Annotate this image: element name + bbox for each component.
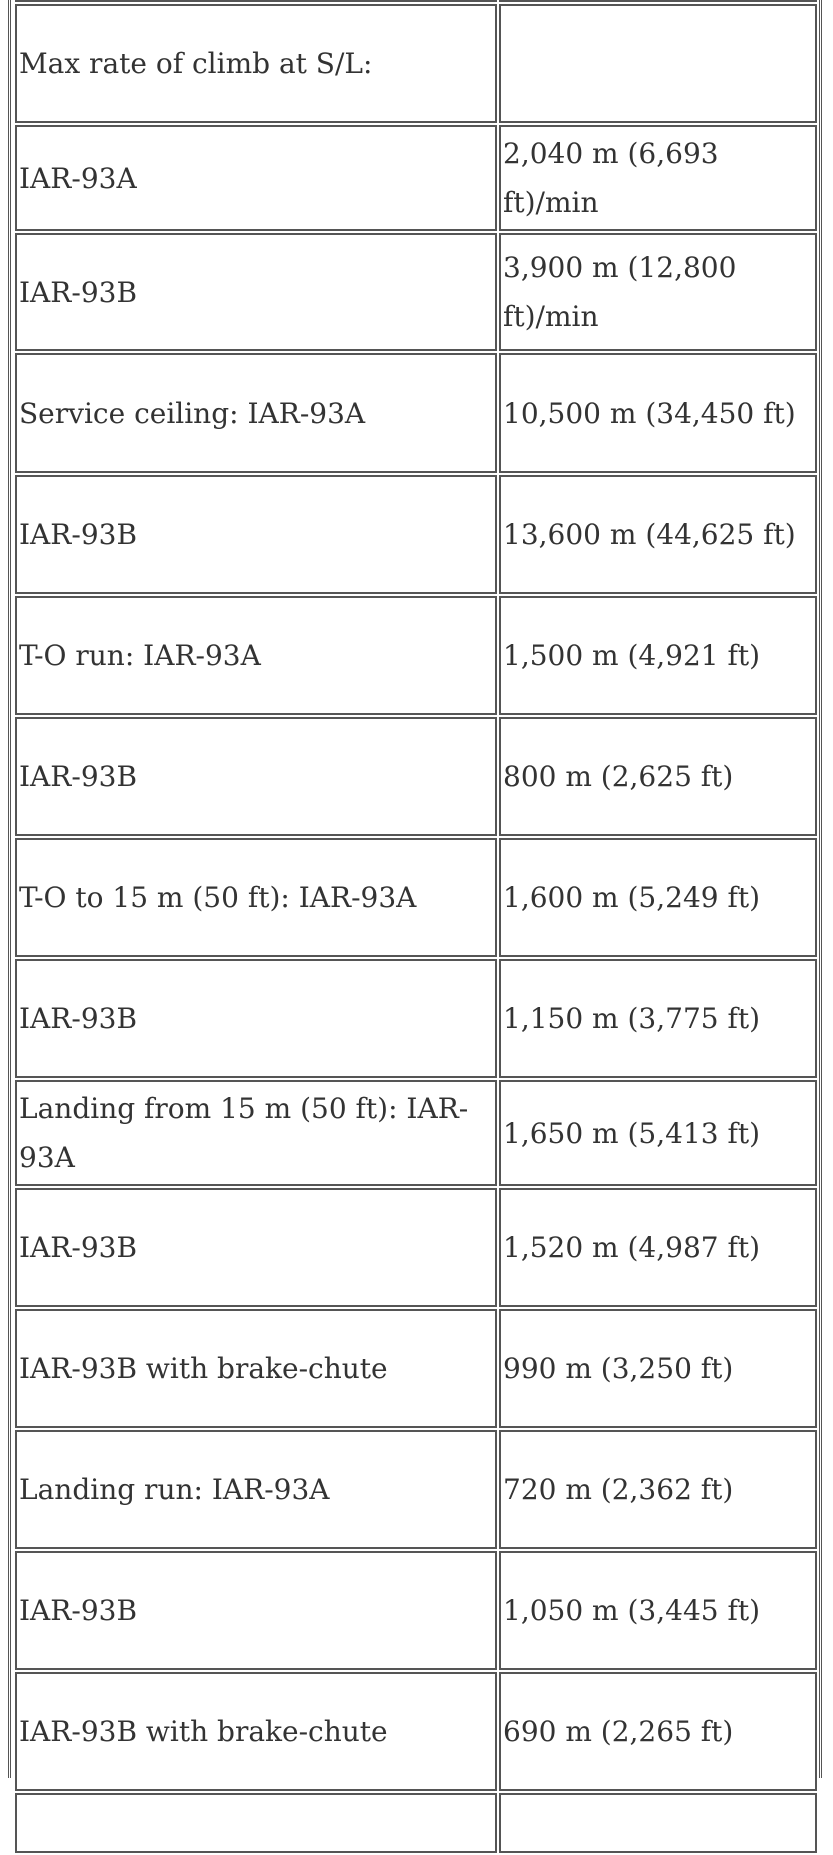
row-value bbox=[499, 0, 817, 2]
table-row bbox=[15, 1188, 817, 1307]
row-value bbox=[499, 4, 817, 123]
row-label: IAR-93B with brake-chute bbox=[15, 1672, 497, 1791]
table-row bbox=[15, 596, 817, 715]
table-row bbox=[15, 717, 817, 836]
row-label: Max rate of climb at S/L: bbox=[15, 4, 497, 123]
row-label: Landing from 15 m (50 ft): IAR-93A bbox=[15, 1080, 497, 1186]
performance-table bbox=[13, 0, 819, 1855]
row-label: IAR-93A bbox=[15, 125, 497, 231]
table-row bbox=[15, 353, 817, 473]
row-value: 2,040 m (6,693 ft)/min bbox=[499, 125, 817, 231]
row-value: 1,520 m (4,987 ft) bbox=[499, 1188, 817, 1307]
row-label: Landing run: IAR-93A bbox=[15, 1430, 497, 1549]
row-value: 690 m (2,265 ft) bbox=[499, 1672, 817, 1791]
row-label: Service ceiling: IAR-93A bbox=[15, 353, 497, 473]
row-label bbox=[15, 0, 497, 2]
table-row bbox=[15, 1551, 817, 1670]
row-value: 3,900 m (12,800 ft)/min bbox=[499, 233, 817, 351]
row-value: 1,600 m (5,249 ft) bbox=[499, 838, 817, 957]
row-value: 1,650 m (5,413 ft) bbox=[499, 1080, 817, 1186]
row-label: IAR-93B with brake-chute bbox=[15, 1309, 497, 1428]
table-row bbox=[15, 1793, 817, 1853]
row-label: IAR-93B bbox=[15, 1551, 497, 1670]
row-label: IAR-93B bbox=[15, 475, 497, 594]
row-value: 1,500 m (4,921 ft) bbox=[499, 596, 817, 715]
row-label: IAR-93B bbox=[15, 717, 497, 836]
table-row bbox=[15, 1309, 817, 1428]
table-row bbox=[15, 1672, 817, 1791]
table-row bbox=[15, 1080, 817, 1186]
table-row bbox=[15, 233, 817, 351]
table-row bbox=[15, 959, 817, 1078]
row-label: IAR-93B bbox=[15, 959, 497, 1078]
row-value: 1,050 m (3,445 ft) bbox=[499, 1551, 817, 1670]
row-value: 990 m (3,250 ft) bbox=[499, 1309, 817, 1428]
table-row bbox=[15, 125, 817, 231]
row-value: 10,500 m (34,450 ft) bbox=[499, 353, 817, 473]
row-label: IAR-93B bbox=[15, 233, 497, 351]
table-body bbox=[15, 0, 817, 1853]
row-value: 720 m (2,362 ft) bbox=[499, 1430, 817, 1549]
row-value: 13,600 m (44,625 ft) bbox=[499, 475, 817, 594]
row-value: 1,150 m (3,775 ft) bbox=[499, 959, 817, 1078]
row-value: 800 m (2,625 ft) bbox=[499, 717, 817, 836]
table-row bbox=[15, 838, 817, 957]
table-row bbox=[15, 4, 817, 123]
table-row bbox=[15, 475, 817, 594]
row-label: IAR-93B bbox=[15, 1188, 497, 1307]
row-value bbox=[499, 1793, 817, 1853]
row-label: T-O run: IAR-93A bbox=[15, 596, 497, 715]
row-label: T-O to 15 m (50 ft): IAR-93A bbox=[15, 838, 497, 957]
table-row bbox=[15, 1430, 817, 1549]
table-row bbox=[15, 0, 817, 2]
row-label bbox=[15, 1793, 497, 1853]
